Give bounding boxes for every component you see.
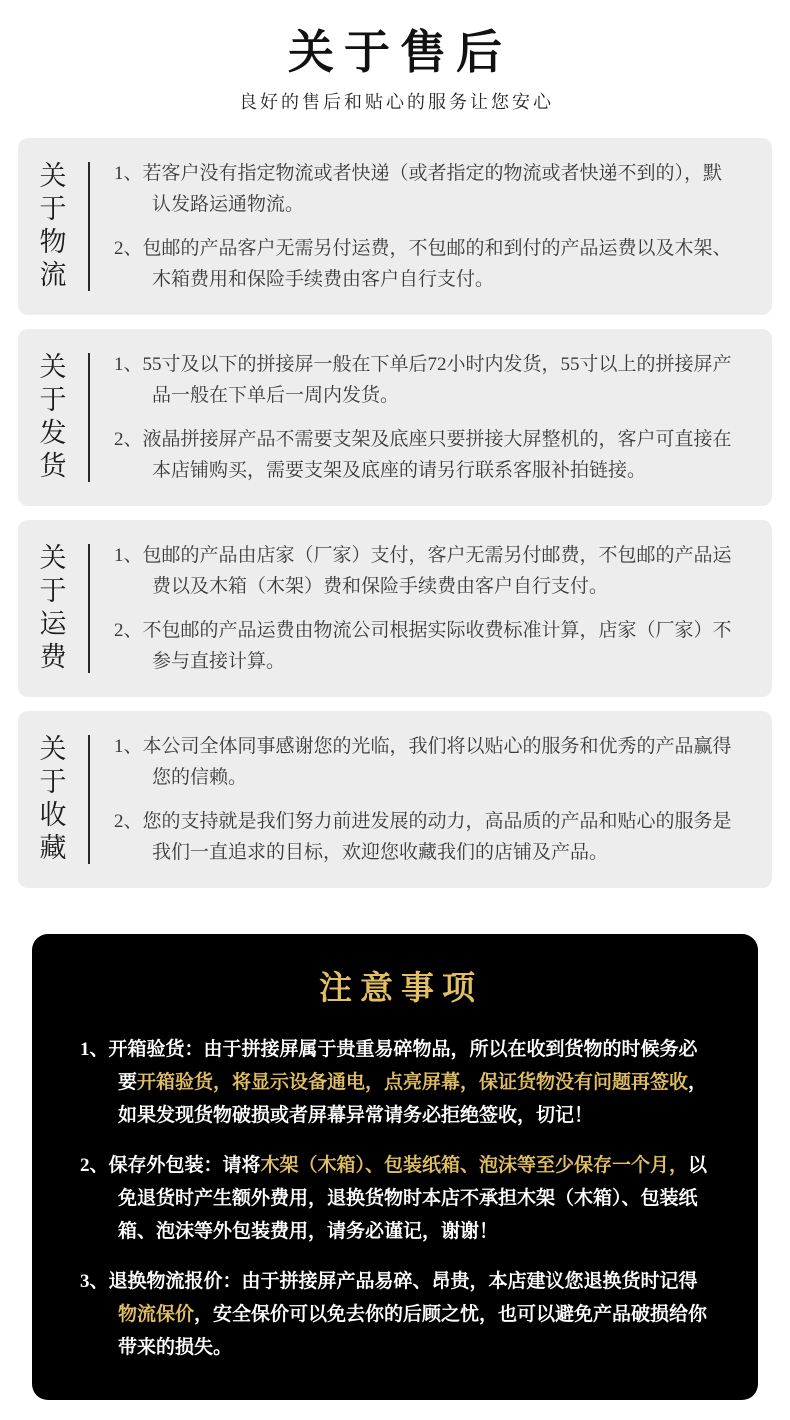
section-card-freight	[18, 520, 772, 697]
section-item: 2、液晶拼接屏产品不需要支架及底座只要拼接大屏整机的，客户可直接在本店铺购买，需要支架及底座的请另行联系客服补拍链接。	[114, 428, 732, 481]
notice-item: 1、开箱验货：由于拼接屏属于贵重易碎物品，所以在收到货物的时候务必要开箱验货，将显示设备通电，点亮屏幕，保证货物没有问题再签收，如果发现货物破损或者屏幕异常请务必拒绝签收，切记！	[80, 1038, 708, 1126]
section-label	[18, 160, 88, 292]
notice-item: 2、保存外包装：请将木架（木箱）、包装纸箱、泡沫等至少保存一个月，以免退货时产生额外费用，退换货物时本店不承担木架（木箱）、包装纸箱、泡沫等外包装费用，请务必谨记，谢谢！	[80, 1154, 708, 1242]
section-item: 1、55寸及以下的拼接屏一般在下单后72小时内发货，55寸以上的拼接屏产品一般在下单后一周内发货。	[114, 353, 732, 406]
section-content	[90, 349, 738, 486]
section-item: 1、包邮的产品由店家（厂家）支付，客户无需另付邮费，不包邮的产品运费以及木箱（木架）费和保险手续费由客户自行支付。	[114, 544, 732, 597]
section-item: 2、包邮的产品客户无需另付运费，不包邮的和到付的产品运费以及木架、木箱费用和保险手续费由客户自行支付。	[114, 237, 732, 290]
section-content	[90, 540, 738, 677]
notice-card	[32, 934, 758, 1400]
section-card-logistics	[18, 138, 772, 315]
notice-title: 注意事项	[319, 970, 483, 1007]
section-label-text: 关于收藏	[39, 734, 67, 863]
section-item: 1、若客户没有指定物流或者快递（或者指定的物流或者快递不到的），默认发路运通物流。	[114, 162, 723, 215]
section-card-shipping	[18, 329, 772, 506]
section-label-text: 关于运费	[39, 543, 67, 672]
section-item: 2、您的支持就是我们努力前进发展的动力，高品质的产品和贴心的服务是我们一直追求的目标，欢迎您收藏我们的店铺及产品。	[114, 810, 732, 863]
section-label	[18, 351, 88, 483]
section-content	[90, 731, 738, 868]
section-label-text: 关于物流	[39, 161, 67, 290]
section-label	[18, 733, 88, 865]
page-title: 关于售后	[288, 27, 512, 78]
section-item: 1、本公司全体同事感谢您的光临，我们将以贴心的服务和优秀的产品赢得您的信赖。	[114, 735, 732, 788]
section-label	[18, 542, 88, 674]
section-card-favorites	[18, 711, 772, 888]
notice-item: 3、退换物流报价：由于拼接屏产品易碎、昂贵，本店建议您退换货时记得物流保价，安全保价可以免去你的后顾之忧，也可以避免产品破损给你带来的损失。	[80, 1270, 708, 1358]
section-label-text: 关于发货	[39, 352, 67, 481]
section-content	[90, 158, 738, 295]
section-item: 2、不包邮的产品运费由物流公司根据实际收费标准计算，店家（厂家）不参与直接计算。	[114, 619, 732, 672]
page-header	[0, 0, 790, 138]
page-subtitle: 良好的售后和贴心的服务让您安心	[239, 91, 554, 112]
